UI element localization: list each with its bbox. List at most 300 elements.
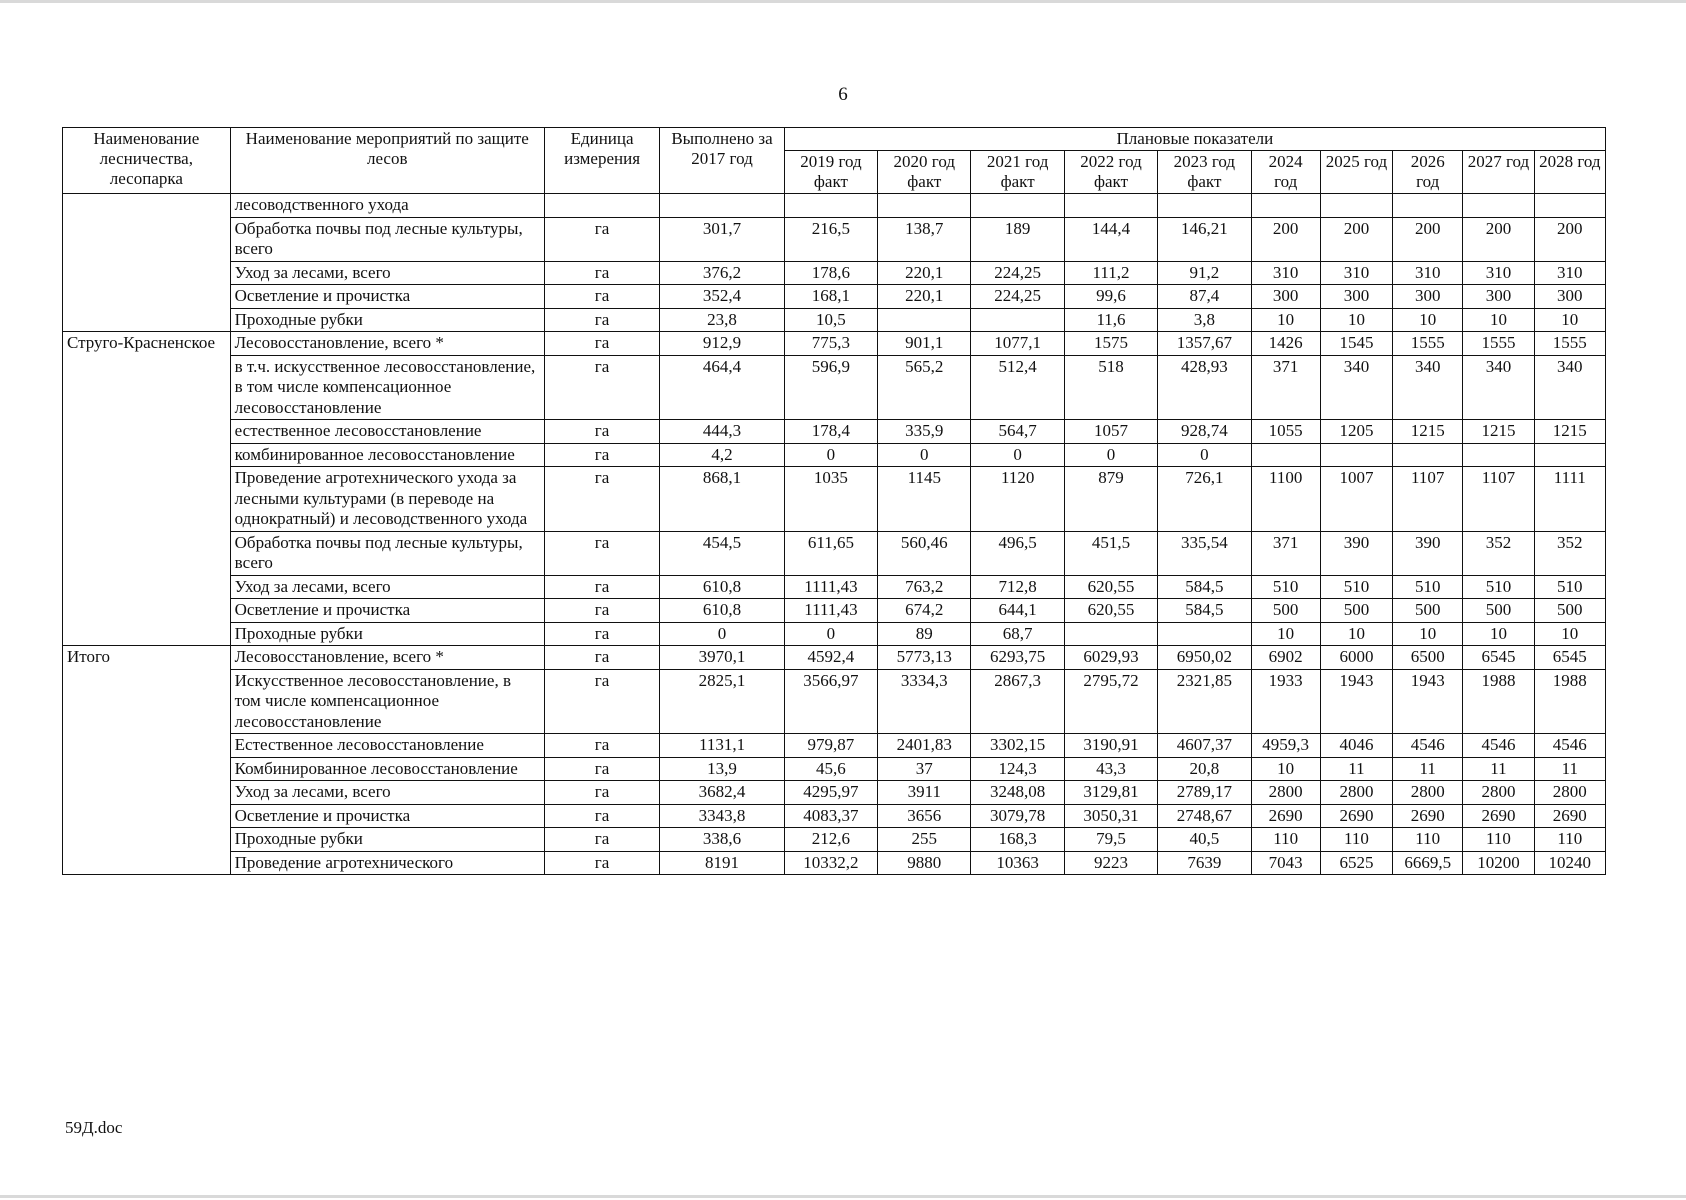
unit-cell: га	[544, 467, 659, 532]
unit-cell: га	[544, 308, 659, 332]
header-year: 2024 год	[1251, 151, 1320, 194]
plan-value-cell: 7043	[1251, 851, 1320, 875]
activity-cell: Лесовосстановление, всего *	[230, 332, 544, 356]
plan-value-cell: 1111,43	[784, 575, 877, 599]
plan-value-cell: 3,8	[1158, 308, 1251, 332]
plan-value-cell: 3079,78	[971, 804, 1064, 828]
plan-value-cell: 565,2	[878, 355, 971, 420]
plan-value-cell: 1145	[878, 467, 971, 532]
table-row	[63, 599, 1606, 623]
header-plan-group: Плановые показатели	[784, 128, 1605, 151]
unit-cell: га	[544, 575, 659, 599]
plan-value-cell: 124,3	[971, 757, 1064, 781]
unit-cell: га	[544, 261, 659, 285]
activity-cell: в т.ч. искусственное лесовосстановление, в том числе компенсационное лесовосстановление	[230, 355, 544, 420]
plan-value-cell: 2800	[1393, 781, 1463, 805]
plan-value-cell: 110	[1320, 828, 1392, 852]
plan-value-cell: 310	[1463, 261, 1534, 285]
done-2017-cell: 3343,8	[660, 804, 784, 828]
activity-cell: Естественное лесовосстановление	[230, 734, 544, 758]
plan-value-cell: 4607,37	[1158, 734, 1251, 758]
table-row	[63, 531, 1606, 575]
plan-value-cell: 1933	[1251, 669, 1320, 734]
table-row	[63, 443, 1606, 467]
table-row	[63, 467, 1606, 532]
table-row	[63, 217, 1606, 261]
plan-value-cell: 9223	[1064, 851, 1157, 875]
activity-cell: Проходные рубки	[230, 308, 544, 332]
plan-value-cell: 1215	[1534, 420, 1605, 444]
plan-value-cell: 2800	[1463, 781, 1534, 805]
plan-value-cell: 2401,83	[878, 734, 971, 758]
plan-value-cell: 6000	[1320, 646, 1392, 670]
activity-cell: Обработка почвы под лесные культуры, всего	[230, 217, 544, 261]
plan-value-cell: 212,6	[784, 828, 877, 852]
plan-value-cell: 178,4	[784, 420, 877, 444]
plan-value-cell: 390	[1320, 531, 1392, 575]
plan-value-cell: 775,3	[784, 332, 877, 356]
plan-value-cell	[784, 194, 877, 218]
done-2017-cell: 1131,1	[660, 734, 784, 758]
table-row	[63, 355, 1606, 420]
plan-value-cell	[1158, 622, 1251, 646]
plan-value-cell: 300	[1251, 285, 1320, 309]
plan-value-cell: 2321,85	[1158, 669, 1251, 734]
plan-value-cell: 0	[1064, 443, 1157, 467]
plan-value-cell: 3050,31	[1064, 804, 1157, 828]
plan-value-cell: 500	[1534, 599, 1605, 623]
plan-value-cell: 620,55	[1064, 575, 1157, 599]
unit-cell	[544, 194, 659, 218]
activity-cell: Искусственное лесовосстановление, в том числе компенсационное лесовосстановление	[230, 669, 544, 734]
plan-value-cell: 500	[1463, 599, 1534, 623]
table-row	[63, 194, 1606, 218]
unit-cell: га	[544, 622, 659, 646]
plan-value-cell: 510	[1393, 575, 1463, 599]
plan-value-cell: 1545	[1320, 332, 1392, 356]
activity-cell: Осветление и прочистка	[230, 599, 544, 623]
done-2017-cell: 352,4	[660, 285, 784, 309]
plan-value-cell: 2690	[1463, 804, 1534, 828]
activity-cell: комбинированное лесовосстановление	[230, 443, 544, 467]
plan-value-cell: 2748,67	[1158, 804, 1251, 828]
plan-value-cell: 0	[784, 443, 877, 467]
plan-value-cell: 4959,3	[1251, 734, 1320, 758]
plan-value-cell: 310	[1534, 261, 1605, 285]
plan-value-cell: 0	[878, 443, 971, 467]
plan-value-cell	[1064, 622, 1157, 646]
plan-value-cell: 1057	[1064, 420, 1157, 444]
plan-value-cell: 2867,3	[971, 669, 1064, 734]
plan-value-cell: 68,7	[971, 622, 1064, 646]
plan-value-cell: 979,87	[784, 734, 877, 758]
plan-value-cell: 6669,5	[1393, 851, 1463, 875]
plan-value-cell: 110	[1393, 828, 1463, 852]
header-year: 2026 год	[1393, 151, 1463, 194]
plan-value-cell: 10	[1463, 622, 1534, 646]
plan-value-cell: 3248,08	[971, 781, 1064, 805]
plan-value-cell: 1555	[1393, 332, 1463, 356]
plan-value-cell: 200	[1251, 217, 1320, 261]
plan-value-cell: 224,25	[971, 261, 1064, 285]
plan-value-cell: 2690	[1393, 804, 1463, 828]
header-activity: Наименование мероприятий по защите лесов	[230, 128, 544, 194]
plan-value-cell: 220,1	[878, 261, 971, 285]
plan-value-cell: 1007	[1320, 467, 1392, 532]
plan-value-cell: 1111	[1534, 467, 1605, 532]
plan-value-cell: 1107	[1463, 467, 1534, 532]
unit-cell: га	[544, 646, 659, 670]
plan-value-cell	[878, 194, 971, 218]
plan-value-cell	[1393, 194, 1463, 218]
plan-value-cell: 1988	[1463, 669, 1534, 734]
plan-value-cell: 6545	[1534, 646, 1605, 670]
plan-value-cell	[1320, 443, 1392, 467]
plan-value-cell: 371	[1251, 531, 1320, 575]
plan-value-cell: 352	[1534, 531, 1605, 575]
table-row	[63, 646, 1606, 670]
plan-value-cell: 310	[1393, 261, 1463, 285]
plan-value-cell: 43,3	[1064, 757, 1157, 781]
unit-cell: га	[544, 443, 659, 467]
done-2017-cell: 610,8	[660, 575, 784, 599]
plan-value-cell	[1463, 443, 1534, 467]
page-number: 6	[838, 84, 848, 105]
activity-cell: Комбинированное лесовосстановление	[230, 757, 544, 781]
plan-value-cell: 10200	[1463, 851, 1534, 875]
plan-value-cell: 500	[1393, 599, 1463, 623]
activity-cell: Проведение агротехнического ухода за лесными культурами (в переводе на однократный) и лесоводственного ухода	[230, 467, 544, 532]
header-done: Выполнено за 2017 год	[660, 128, 784, 194]
plan-value-cell: 335,9	[878, 420, 971, 444]
plan-value-cell: 1100	[1251, 467, 1320, 532]
plan-value-cell: 879	[1064, 467, 1157, 532]
header-year: 2020 год факт	[878, 151, 971, 194]
unit-cell: га	[544, 285, 659, 309]
plan-value-cell: 6525	[1320, 851, 1392, 875]
plan-value-cell: 216,5	[784, 217, 877, 261]
done-2017-cell: 2825,1	[660, 669, 784, 734]
plan-value-cell: 901,1	[878, 332, 971, 356]
header-unit: Единица измерения	[544, 128, 659, 194]
plan-value-cell: 4546	[1463, 734, 1534, 758]
plan-value-cell: 4546	[1393, 734, 1463, 758]
plan-value-cell: 510	[1251, 575, 1320, 599]
done-2017-cell: 0	[660, 622, 784, 646]
table-row	[63, 804, 1606, 828]
plan-value-cell: 1077,1	[971, 332, 1064, 356]
plan-value-cell: 1988	[1534, 669, 1605, 734]
plan-value-cell: 340	[1534, 355, 1605, 420]
plan-value-cell: 11	[1393, 757, 1463, 781]
plan-value-cell: 310	[1320, 261, 1392, 285]
plan-value-cell: 340	[1463, 355, 1534, 420]
plan-value-cell: 224,25	[971, 285, 1064, 309]
plan-value-cell: 2690	[1251, 804, 1320, 828]
plan-value-cell	[1251, 194, 1320, 218]
done-2017-cell: 3970,1	[660, 646, 784, 670]
plan-value-cell: 2690	[1320, 804, 1392, 828]
plan-value-cell: 10	[1393, 308, 1463, 332]
plan-value-cell: 110	[1251, 828, 1320, 852]
plan-value-cell: 3190,91	[1064, 734, 1157, 758]
plan-value-cell: 6950,02	[1158, 646, 1251, 670]
plan-value-cell	[878, 308, 971, 332]
plan-value-cell: 89	[878, 622, 971, 646]
unit-cell: га	[544, 851, 659, 875]
plan-value-cell: 611,65	[784, 531, 877, 575]
plan-value-cell: 0	[1158, 443, 1251, 467]
plan-value-cell: 87,4	[1158, 285, 1251, 309]
forestry-name-cell	[63, 194, 231, 332]
plan-value-cell: 200	[1463, 217, 1534, 261]
plan-value-cell: 4295,97	[784, 781, 877, 805]
plan-value-cell: 726,1	[1158, 467, 1251, 532]
plan-value-cell: 40,5	[1158, 828, 1251, 852]
plan-value-cell: 168,3	[971, 828, 1064, 852]
plan-value-cell: 10	[1320, 308, 1392, 332]
plan-value-cell: 1555	[1534, 332, 1605, 356]
done-2017-cell: 8191	[660, 851, 784, 875]
unit-cell: га	[544, 355, 659, 420]
plan-value-cell: 428,93	[1158, 355, 1251, 420]
activity-cell: лесоводственного ухода	[230, 194, 544, 218]
plan-value-cell: 300	[1393, 285, 1463, 309]
plan-value-cell	[1534, 443, 1605, 467]
plan-value-cell: 6029,93	[1064, 646, 1157, 670]
table-row	[63, 622, 1606, 646]
plan-value-cell: 620,55	[1064, 599, 1157, 623]
header-year: 2028 год	[1534, 151, 1605, 194]
plan-value-cell	[971, 308, 1064, 332]
plan-value-cell: 512,4	[971, 355, 1064, 420]
plan-value-cell: 10	[1463, 308, 1534, 332]
unit-cell: га	[544, 217, 659, 261]
activity-cell: Лесовосстановление, всего *	[230, 646, 544, 670]
unit-cell: га	[544, 804, 659, 828]
plan-value-cell: 371	[1251, 355, 1320, 420]
plan-value-cell: 0	[784, 622, 877, 646]
plan-value-cell	[1393, 443, 1463, 467]
plan-value-cell: 1943	[1393, 669, 1463, 734]
plan-value-cell: 20,8	[1158, 757, 1251, 781]
plan-value-cell: 11	[1320, 757, 1392, 781]
plan-value-cell: 3129,81	[1064, 781, 1157, 805]
table-row	[63, 332, 1606, 356]
plan-value-cell: 518	[1064, 355, 1157, 420]
plan-value-cell: 10332,2	[784, 851, 877, 875]
plan-value-cell: 928,74	[1158, 420, 1251, 444]
plan-value-cell: 110	[1463, 828, 1534, 852]
plan-value-cell: 10	[1393, 622, 1463, 646]
activity-cell: Обработка почвы под лесные культуры, всего	[230, 531, 544, 575]
plan-value-cell: 510	[1320, 575, 1392, 599]
activity-cell: Уход за лесами, всего	[230, 575, 544, 599]
unit-cell: га	[544, 757, 659, 781]
scan-bottom-edge	[0, 1195, 1686, 1198]
plan-value-cell: 2795,72	[1064, 669, 1157, 734]
done-2017-cell: 13,9	[660, 757, 784, 781]
done-2017-cell: 301,7	[660, 217, 784, 261]
plan-value-cell: 510	[1463, 575, 1534, 599]
unit-cell: га	[544, 734, 659, 758]
plan-value-cell: 4046	[1320, 734, 1392, 758]
plan-value-cell: 200	[1320, 217, 1392, 261]
plan-value-cell: 674,2	[878, 599, 971, 623]
plan-value-cell: 596,9	[784, 355, 877, 420]
plan-value-cell: 584,5	[1158, 599, 1251, 623]
plan-value-cell: 335,54	[1158, 531, 1251, 575]
plan-value-cell: 10	[1251, 757, 1320, 781]
plan-value-cell: 4592,4	[784, 646, 877, 670]
plan-value-cell: 500	[1320, 599, 1392, 623]
plan-value-cell: 510	[1534, 575, 1605, 599]
done-2017-cell: 23,8	[660, 308, 784, 332]
table-header	[63, 128, 1606, 194]
table-row	[63, 261, 1606, 285]
plan-value-cell: 79,5	[1064, 828, 1157, 852]
plan-value-cell	[1251, 443, 1320, 467]
plan-value-cell: 91,2	[1158, 261, 1251, 285]
plan-value-cell: 10	[1534, 308, 1605, 332]
plan-value-cell: 37	[878, 757, 971, 781]
table-row	[63, 575, 1606, 599]
table-row	[63, 851, 1606, 875]
forest-activities-table	[62, 127, 1606, 875]
plan-value-cell: 1575	[1064, 332, 1157, 356]
plan-value-cell: 300	[1463, 285, 1534, 309]
plan-value-cell	[1534, 194, 1605, 218]
activity-cell: Проходные рубки	[230, 828, 544, 852]
unit-cell: га	[544, 781, 659, 805]
plan-value-cell: 3911	[878, 781, 971, 805]
plan-value-cell: 3656	[878, 804, 971, 828]
plan-value-cell: 4083,37	[784, 804, 877, 828]
plan-value-cell: 390	[1393, 531, 1463, 575]
plan-value-cell: 3302,15	[971, 734, 1064, 758]
plan-value-cell: 4546	[1534, 734, 1605, 758]
plan-value-cell: 200	[1393, 217, 1463, 261]
plan-value-cell: 189	[971, 217, 1064, 261]
plan-value-cell: 3334,3	[878, 669, 971, 734]
done-2017-cell: 610,8	[660, 599, 784, 623]
plan-value-cell: 340	[1320, 355, 1392, 420]
unit-cell: га	[544, 669, 659, 734]
plan-value-cell: 1426	[1251, 332, 1320, 356]
plan-value-cell: 712,8	[971, 575, 1064, 599]
plan-value-cell: 1055	[1251, 420, 1320, 444]
header-year: 2021 год факт	[971, 151, 1064, 194]
activity-cell: Уход за лесами, всего	[230, 781, 544, 805]
footer-filename: 59Д.doc	[65, 1118, 123, 1137]
plan-value-cell: 138,7	[878, 217, 971, 261]
plan-value-cell: 5773,13	[878, 646, 971, 670]
table-row	[63, 285, 1606, 309]
plan-value-cell: 6545	[1463, 646, 1534, 670]
table-row	[63, 757, 1606, 781]
unit-cell: га	[544, 420, 659, 444]
plan-value-cell: 584,5	[1158, 575, 1251, 599]
plan-value-cell: 340	[1393, 355, 1463, 420]
activity-cell: Проведение агротехнического	[230, 851, 544, 875]
plan-value-cell: 310	[1251, 261, 1320, 285]
activity-cell: Проходные рубки	[230, 622, 544, 646]
plan-value-cell: 1357,67	[1158, 332, 1251, 356]
plan-value-cell: 146,21	[1158, 217, 1251, 261]
header-year: 2027 год	[1463, 151, 1534, 194]
table-row	[63, 734, 1606, 758]
plan-value-cell: 144,4	[1064, 217, 1157, 261]
plan-value-cell: 1215	[1463, 420, 1534, 444]
activity-cell: Уход за лесами, всего	[230, 261, 544, 285]
plan-value-cell: 300	[1534, 285, 1605, 309]
plan-value-cell: 168,1	[784, 285, 877, 309]
done-2017-cell: 868,1	[660, 467, 784, 532]
plan-value-cell: 99,6	[1064, 285, 1157, 309]
plan-value-cell	[1064, 194, 1157, 218]
plan-value-cell: 2800	[1251, 781, 1320, 805]
plan-value-cell: 10	[1251, 308, 1320, 332]
done-2017-cell: 454,5	[660, 531, 784, 575]
header-year: 2019 год факт	[784, 151, 877, 194]
plan-value-cell: 10,5	[784, 308, 877, 332]
done-2017-cell: 464,4	[660, 355, 784, 420]
plan-value-cell: 10240	[1534, 851, 1605, 875]
done-2017-cell: 338,6	[660, 828, 784, 852]
done-2017-cell	[660, 194, 784, 218]
forestry-name-cell: Итого	[63, 646, 231, 875]
plan-value-cell: 10	[1320, 622, 1392, 646]
plan-value-cell: 200	[1534, 217, 1605, 261]
table-row	[63, 669, 1606, 734]
plan-value-cell: 45,6	[784, 757, 877, 781]
plan-value-cell: 11	[1463, 757, 1534, 781]
plan-value-cell: 2800	[1534, 781, 1605, 805]
header-year: 2025 год	[1320, 151, 1392, 194]
plan-value-cell	[971, 194, 1064, 218]
plan-value-cell: 2800	[1320, 781, 1392, 805]
plan-value-cell: 10	[1251, 622, 1320, 646]
plan-value-cell: 111,2	[1064, 261, 1157, 285]
plan-value-cell: 352	[1463, 531, 1534, 575]
plan-value-cell: 2789,17	[1158, 781, 1251, 805]
table-row	[63, 308, 1606, 332]
unit-cell: га	[544, 531, 659, 575]
done-2017-cell: 4,2	[660, 443, 784, 467]
plan-value-cell	[1463, 194, 1534, 218]
plan-value-cell: 564,7	[971, 420, 1064, 444]
plan-value-cell: 644,1	[971, 599, 1064, 623]
plan-value-cell: 6500	[1393, 646, 1463, 670]
plan-value-cell: 6902	[1251, 646, 1320, 670]
plan-value-cell: 451,5	[1064, 531, 1157, 575]
plan-value-cell: 496,5	[971, 531, 1064, 575]
done-2017-cell: 376,2	[660, 261, 784, 285]
plan-value-cell: 2690	[1534, 804, 1605, 828]
header-year: 2022 год факт	[1064, 151, 1157, 194]
plan-value-cell: 1205	[1320, 420, 1392, 444]
plan-value-cell: 9880	[878, 851, 971, 875]
done-2017-cell: 912,9	[660, 332, 784, 356]
plan-value-cell: 11,6	[1064, 308, 1157, 332]
plan-value-cell: 1111,43	[784, 599, 877, 623]
unit-cell: га	[544, 599, 659, 623]
plan-value-cell: 110	[1534, 828, 1605, 852]
plan-value-cell	[1158, 194, 1251, 218]
table-row	[63, 420, 1606, 444]
plan-value-cell: 10	[1534, 622, 1605, 646]
done-2017-cell: 3682,4	[660, 781, 784, 805]
